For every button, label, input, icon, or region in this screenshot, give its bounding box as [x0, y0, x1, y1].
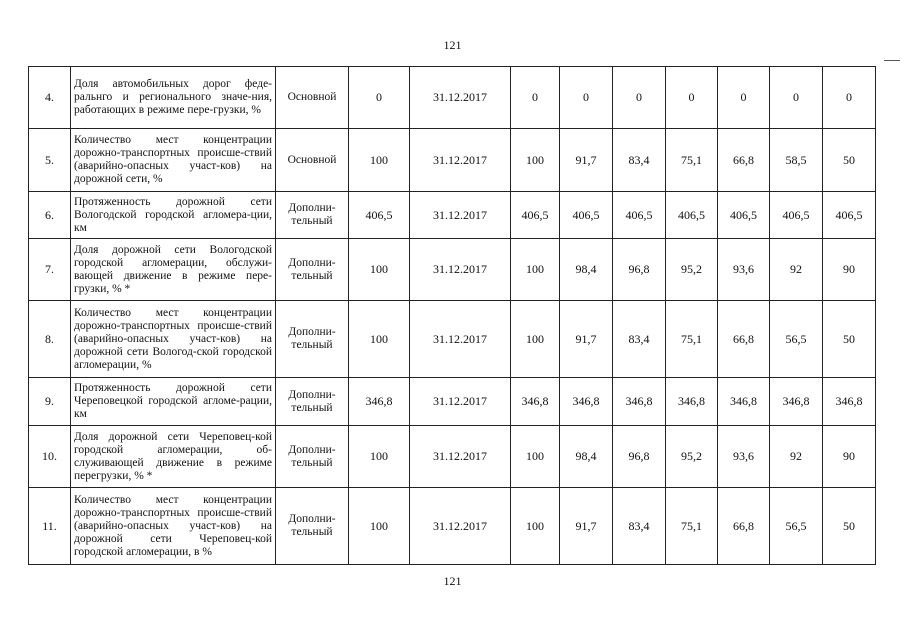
- base-value: 100: [349, 129, 410, 192]
- year-value: 96,8: [613, 239, 666, 301]
- base-date: 31.12.2017: [410, 239, 511, 301]
- base-date: 31.12.2017: [410, 378, 511, 426]
- year-value: 0: [718, 67, 770, 129]
- year-value: 96,8: [613, 426, 666, 488]
- year-value: 93,6: [718, 426, 770, 488]
- year-value: 95,2: [666, 426, 718, 488]
- base-value: 346,8: [349, 378, 410, 426]
- base-date: 31.12.2017: [410, 129, 511, 192]
- year-value: 0: [770, 67, 823, 129]
- year-value: 0: [613, 67, 666, 129]
- indicator-type: Основной: [276, 67, 349, 129]
- row-number: 6.: [29, 192, 71, 239]
- row-number: 5.: [29, 129, 71, 192]
- indicator-name: Количество мест концентрации дорожно-транспортных происше-ствий (аварийно-опасных участ-ков) на дорожной сети Череповец-кой городской агломерации, в %: [71, 488, 276, 565]
- year-value: 406,5: [770, 192, 823, 239]
- year-value: 100: [511, 301, 560, 378]
- indicator-type: Дополни-тельный: [276, 426, 349, 488]
- year-value: 66,8: [718, 129, 770, 192]
- table-row: [29, 301, 876, 378]
- year-value: 346,8: [823, 378, 876, 426]
- indicator-type: Дополни-тельный: [276, 488, 349, 565]
- table-row: [29, 129, 876, 192]
- year-value: 83,4: [613, 129, 666, 192]
- year-value: 75,1: [666, 488, 718, 565]
- year-value: 83,4: [613, 301, 666, 378]
- year-value: 75,1: [666, 301, 718, 378]
- base-date: 31.12.2017: [410, 67, 511, 129]
- year-value: 91,7: [560, 488, 613, 565]
- year-value: 56,5: [770, 301, 823, 378]
- year-value: 58,5: [770, 129, 823, 192]
- edge-mark: [884, 60, 900, 61]
- indicator-type: Основной: [276, 129, 349, 192]
- table-row: [29, 488, 876, 565]
- year-value: 100: [511, 239, 560, 301]
- base-date: 31.12.2017: [410, 192, 511, 239]
- year-value: 90: [823, 239, 876, 301]
- base-value: 100: [349, 488, 410, 565]
- table-row: [29, 67, 876, 129]
- year-value: 406,5: [613, 192, 666, 239]
- row-number: 7.: [29, 239, 71, 301]
- year-value: 98,4: [560, 426, 613, 488]
- indicator-type: Дополни-тельный: [276, 301, 349, 378]
- year-value: 406,5: [666, 192, 718, 239]
- year-value: 406,5: [718, 192, 770, 239]
- indicator-name: Протяженность дорожной сети Череповецкой городской агломе-рации, км: [71, 378, 276, 426]
- year-value: 346,8: [718, 378, 770, 426]
- indicators-table: [28, 66, 876, 565]
- year-value: 75,1: [666, 129, 718, 192]
- base-date: 31.12.2017: [410, 488, 511, 565]
- year-value: 93,6: [718, 239, 770, 301]
- base-value: 406,5: [349, 192, 410, 239]
- year-value: 406,5: [560, 192, 613, 239]
- year-value: 50: [823, 129, 876, 192]
- year-value: 0: [511, 67, 560, 129]
- year-value: 100: [511, 488, 560, 565]
- year-value: 100: [511, 426, 560, 488]
- year-value: 406,5: [823, 192, 876, 239]
- indicator-name: Количество мест концентрации дорожно-транспортных происше-ствий (аварийно-опасных участ-ков) на дорожной сети Вологод-ской городской агломерации, %: [71, 301, 276, 378]
- year-value: 100: [511, 129, 560, 192]
- year-value: 92: [770, 426, 823, 488]
- year-value: 0: [823, 67, 876, 129]
- year-value: 92: [770, 239, 823, 301]
- base-value: 100: [349, 426, 410, 488]
- year-value: 346,8: [666, 378, 718, 426]
- page-number-bottom: 121: [443, 574, 462, 588]
- year-value: 50: [823, 301, 876, 378]
- year-value: 346,8: [560, 378, 613, 426]
- row-number: 8.: [29, 301, 71, 378]
- year-value: 0: [560, 67, 613, 129]
- base-value: 0: [349, 67, 410, 129]
- indicator-type: Дополни-тельный: [276, 239, 349, 301]
- table-row: [29, 192, 876, 239]
- base-value: 100: [349, 239, 410, 301]
- year-value: 66,8: [718, 488, 770, 565]
- indicator-name: Количество мест концентрации дорожно-транспортных происше-ствий (аварийно-опасных участ-ков) на дорожной сети, %: [71, 129, 276, 192]
- indicator-name: Доля автомобильных дорог феде-ральнго и регионального значе-ния, работающих в режиме пере-грузки, %: [71, 67, 276, 129]
- year-value: 50: [823, 488, 876, 565]
- base-date: 31.12.2017: [410, 301, 511, 378]
- base-value: 100: [349, 301, 410, 378]
- year-value: 95,2: [666, 239, 718, 301]
- indicator-name: Протяженность дорожной сети Вологодской городской агломера-ции, км: [71, 192, 276, 239]
- row-number: 9.: [29, 378, 71, 426]
- table-row: [29, 426, 876, 488]
- year-value: 406,5: [511, 192, 560, 239]
- table-row: [29, 239, 876, 301]
- year-value: 56,5: [770, 488, 823, 565]
- year-value: 83,4: [613, 488, 666, 565]
- year-value: 346,8: [511, 378, 560, 426]
- indicator-type: Дополни-тельный: [276, 378, 349, 426]
- page-number-top: 121: [443, 38, 462, 52]
- indicator-type: Дополни-тельный: [276, 192, 349, 239]
- row-number: 10.: [29, 426, 71, 488]
- year-value: 0: [666, 67, 718, 129]
- year-value: 90: [823, 426, 876, 488]
- indicator-name: Доля дорожной сети Череповец-кой городской агломерации, об-служивающей движение в режиме перегрузки, % *: [71, 426, 276, 488]
- table-row: [29, 378, 876, 426]
- indicator-name: Доля дорожной сети Вологодской городской агломерации, обслужи-вающей движение в режиме пере-грузки, % *: [71, 239, 276, 301]
- year-value: 91,7: [560, 129, 613, 192]
- base-date: 31.12.2017: [410, 426, 511, 488]
- year-value: 346,8: [613, 378, 666, 426]
- row-number: 11.: [29, 488, 71, 565]
- row-number: 4.: [29, 67, 71, 129]
- year-value: 91,7: [560, 301, 613, 378]
- year-value: 346,8: [770, 378, 823, 426]
- year-value: 98,4: [560, 239, 613, 301]
- year-value: 66,8: [718, 301, 770, 378]
